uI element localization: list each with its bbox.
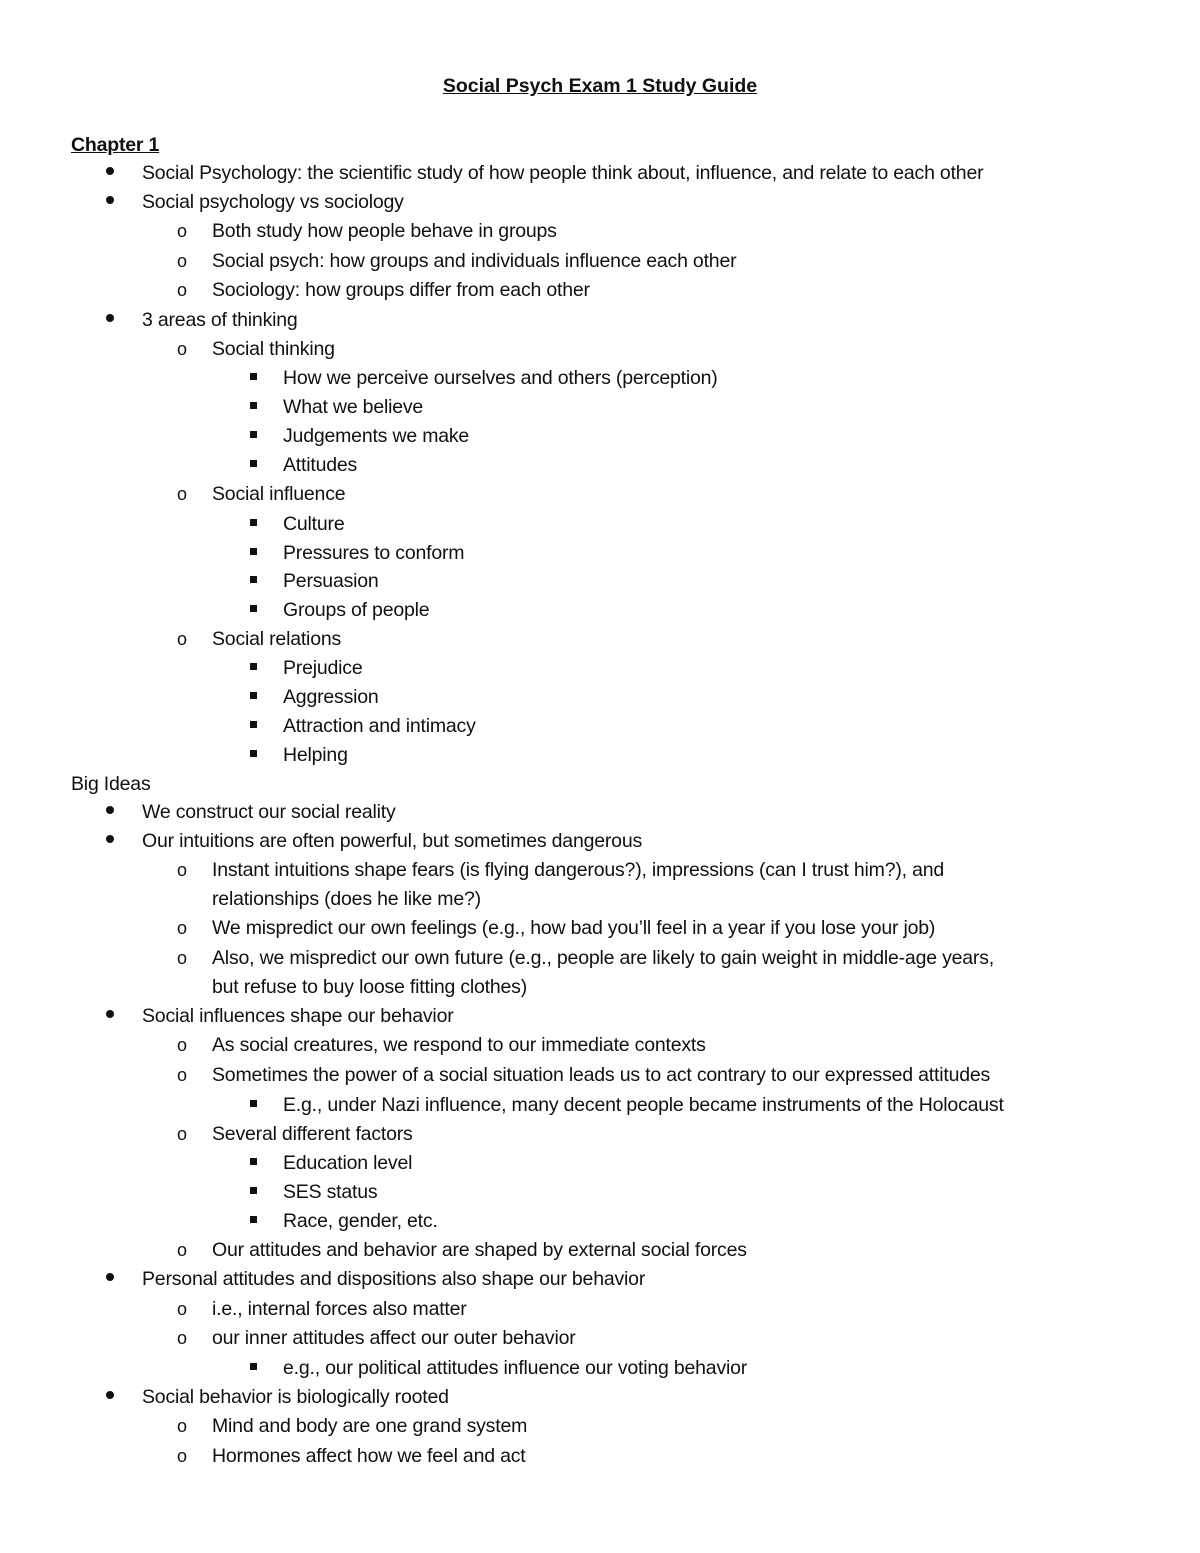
chapter-heading: Chapter 1 bbox=[71, 134, 160, 156]
bullet-circle-icon: o bbox=[176, 221, 187, 241]
outline-item-level-2: i.e., internal forces also matter bbox=[212, 1298, 467, 1320]
outline-item-level-2: Social influence bbox=[212, 483, 346, 505]
bullet-dot-icon bbox=[103, 1002, 117, 1030]
bullet-dot-icon bbox=[103, 827, 117, 855]
outline-item-level-3: Attraction and intimacy bbox=[283, 715, 476, 737]
outline-item-level-3: How we perceive ourselves and others (perception) bbox=[283, 367, 718, 389]
bullet-circle-icon: o bbox=[176, 629, 187, 649]
outline-item-level-2: Several different factors bbox=[212, 1123, 413, 1145]
bullet-square-icon bbox=[247, 422, 259, 450]
bullet-square-icon bbox=[247, 654, 259, 682]
outline-item-level-2: Sometimes the power of a social situation leads us to act contrary to our expressed attitudes bbox=[212, 1064, 991, 1086]
document-title: Social Psych Exam 1 Study Guide bbox=[442, 75, 758, 97]
outline-item-level-3: e.g., our political attitudes influence our voting behavior bbox=[283, 1357, 748, 1379]
outline-item-level-2: Our attitudes and behavior are shaped by external social forces bbox=[212, 1239, 747, 1261]
outline-item-level-2: Social relations bbox=[212, 628, 342, 650]
outline-item-level-3: What we believe bbox=[283, 396, 424, 418]
outline-item-level-3: but refuse to buy loose fitting clothes) bbox=[212, 976, 528, 998]
bullet-circle-icon: o bbox=[176, 1124, 187, 1144]
bullet-circle-icon: o bbox=[176, 1035, 187, 1055]
bullet-circle-icon: o bbox=[176, 948, 187, 968]
outline-item-level-3: Prejudice bbox=[283, 657, 363, 679]
outline-item-level-3: Pressures to conform bbox=[283, 542, 465, 564]
bullet-square-icon bbox=[247, 1354, 259, 1382]
outline-item-level-1: Social influences shape our behavior bbox=[142, 1005, 454, 1027]
bullet-circle-icon: o bbox=[176, 1299, 187, 1319]
bullet-circle-icon: o bbox=[176, 1240, 187, 1260]
bullet-square-icon bbox=[247, 712, 259, 740]
bullet-dot-icon bbox=[103, 1265, 117, 1293]
outline-item-level-2: Instant intuitions shape fears (is flying dangerous?), impressions (can I trust him?), and bbox=[212, 859, 945, 881]
bullet-square-icon bbox=[247, 510, 259, 538]
outline-item-level-2: We mispredict our own feelings (e.g., how bad you’ll feel in a year if you lose your job) bbox=[212, 917, 936, 939]
bullet-square-icon bbox=[247, 539, 259, 567]
outline-item-level-3: Education level bbox=[283, 1152, 413, 1174]
outline-item-level-1: Social behavior is biologically rooted bbox=[142, 1386, 449, 1408]
outline-item-level-2: As social creatures, we respond to our immediate contexts bbox=[212, 1034, 706, 1056]
outline-item-level-2: Both study how people behave in groups bbox=[212, 220, 557, 242]
outline-item-level-3: Helping bbox=[283, 744, 348, 766]
outline-item-level-3: Groups of people bbox=[283, 599, 430, 621]
bullet-square-icon bbox=[247, 596, 259, 624]
bullet-circle-icon: o bbox=[176, 1065, 187, 1085]
outline-item-level-1: Social Psychology: the scientific study of how people think about, influence, and relate to each other bbox=[142, 162, 984, 184]
outline-item-level-1: We construct our social reality bbox=[142, 801, 396, 823]
bullet-dot-icon bbox=[103, 798, 117, 826]
bullet-square-icon bbox=[247, 1149, 259, 1177]
outline-item-level-3: E.g., under Nazi influence, many decent people became instruments of the Holocaust bbox=[283, 1094, 1004, 1116]
bullet-circle-icon: o bbox=[176, 280, 187, 300]
outline-item-level-3: Culture bbox=[283, 513, 345, 535]
outline-item-level-2: Sociology: how groups differ from each other bbox=[212, 279, 590, 301]
bullet-dot-icon bbox=[103, 1383, 117, 1411]
outline-item-level-2: Social psych: how groups and individuals influence each other bbox=[212, 250, 737, 272]
bullet-circle-icon: o bbox=[176, 339, 187, 359]
outline-item-level-1: Personal attitudes and dispositions also shape our behavior bbox=[142, 1268, 646, 1290]
outline-item-level-2: Hormones affect how we feel and act bbox=[212, 1445, 526, 1467]
bullet-square-icon bbox=[247, 393, 259, 421]
bullet-circle-icon: o bbox=[176, 1328, 187, 1348]
outline-item-level-2: our inner attitudes affect our outer behavior bbox=[212, 1327, 576, 1349]
bullet-square-icon bbox=[247, 364, 259, 392]
bullet-dot-icon bbox=[103, 159, 117, 187]
bullet-square-icon bbox=[247, 683, 259, 711]
section-heading: Big Ideas bbox=[71, 773, 151, 795]
outline-item-level-2: Social thinking bbox=[212, 338, 335, 360]
outline-item-level-3: Judgements we make bbox=[283, 425, 470, 447]
outline-item-level-3: Aggression bbox=[283, 686, 379, 708]
outline-item-level-1: Our intuitions are often powerful, but sometimes dangerous bbox=[142, 830, 643, 852]
bullet-square-icon bbox=[247, 567, 259, 595]
outline-item-level-1: 3 areas of thinking bbox=[142, 309, 298, 331]
bullet-circle-icon: o bbox=[176, 860, 187, 880]
bullet-circle-icon: o bbox=[176, 1446, 187, 1466]
bullet-circle-icon: o bbox=[176, 484, 187, 504]
bullet-square-icon bbox=[247, 741, 259, 769]
bullet-circle-icon: o bbox=[176, 918, 187, 938]
outline-item-level-3: Attitudes bbox=[283, 454, 358, 476]
bullet-circle-icon: o bbox=[176, 251, 187, 271]
outline-item-level-2: Also, we mispredict our own future (e.g., people are likely to gain weight in middle-age years, bbox=[212, 947, 994, 969]
outline-item-level-1: Social psychology vs sociology bbox=[142, 191, 404, 213]
bullet-square-icon bbox=[247, 1091, 259, 1119]
bullet-circle-icon: o bbox=[176, 1416, 187, 1436]
outline-item-level-3: Persuasion bbox=[283, 570, 379, 592]
bullet-square-icon bbox=[247, 1178, 259, 1206]
bullet-square-icon bbox=[247, 451, 259, 479]
outline-item-level-3: SES status bbox=[283, 1181, 378, 1203]
outline-item-level-3: relationships (does he like me?) bbox=[212, 888, 481, 910]
outline-item-level-3: Race, gender, etc. bbox=[283, 1210, 438, 1232]
bullet-dot-icon bbox=[103, 306, 117, 334]
outline-item-level-2: Mind and body are one grand system bbox=[212, 1415, 528, 1437]
bullet-dot-icon bbox=[103, 188, 117, 216]
bullet-square-icon bbox=[247, 1207, 259, 1235]
